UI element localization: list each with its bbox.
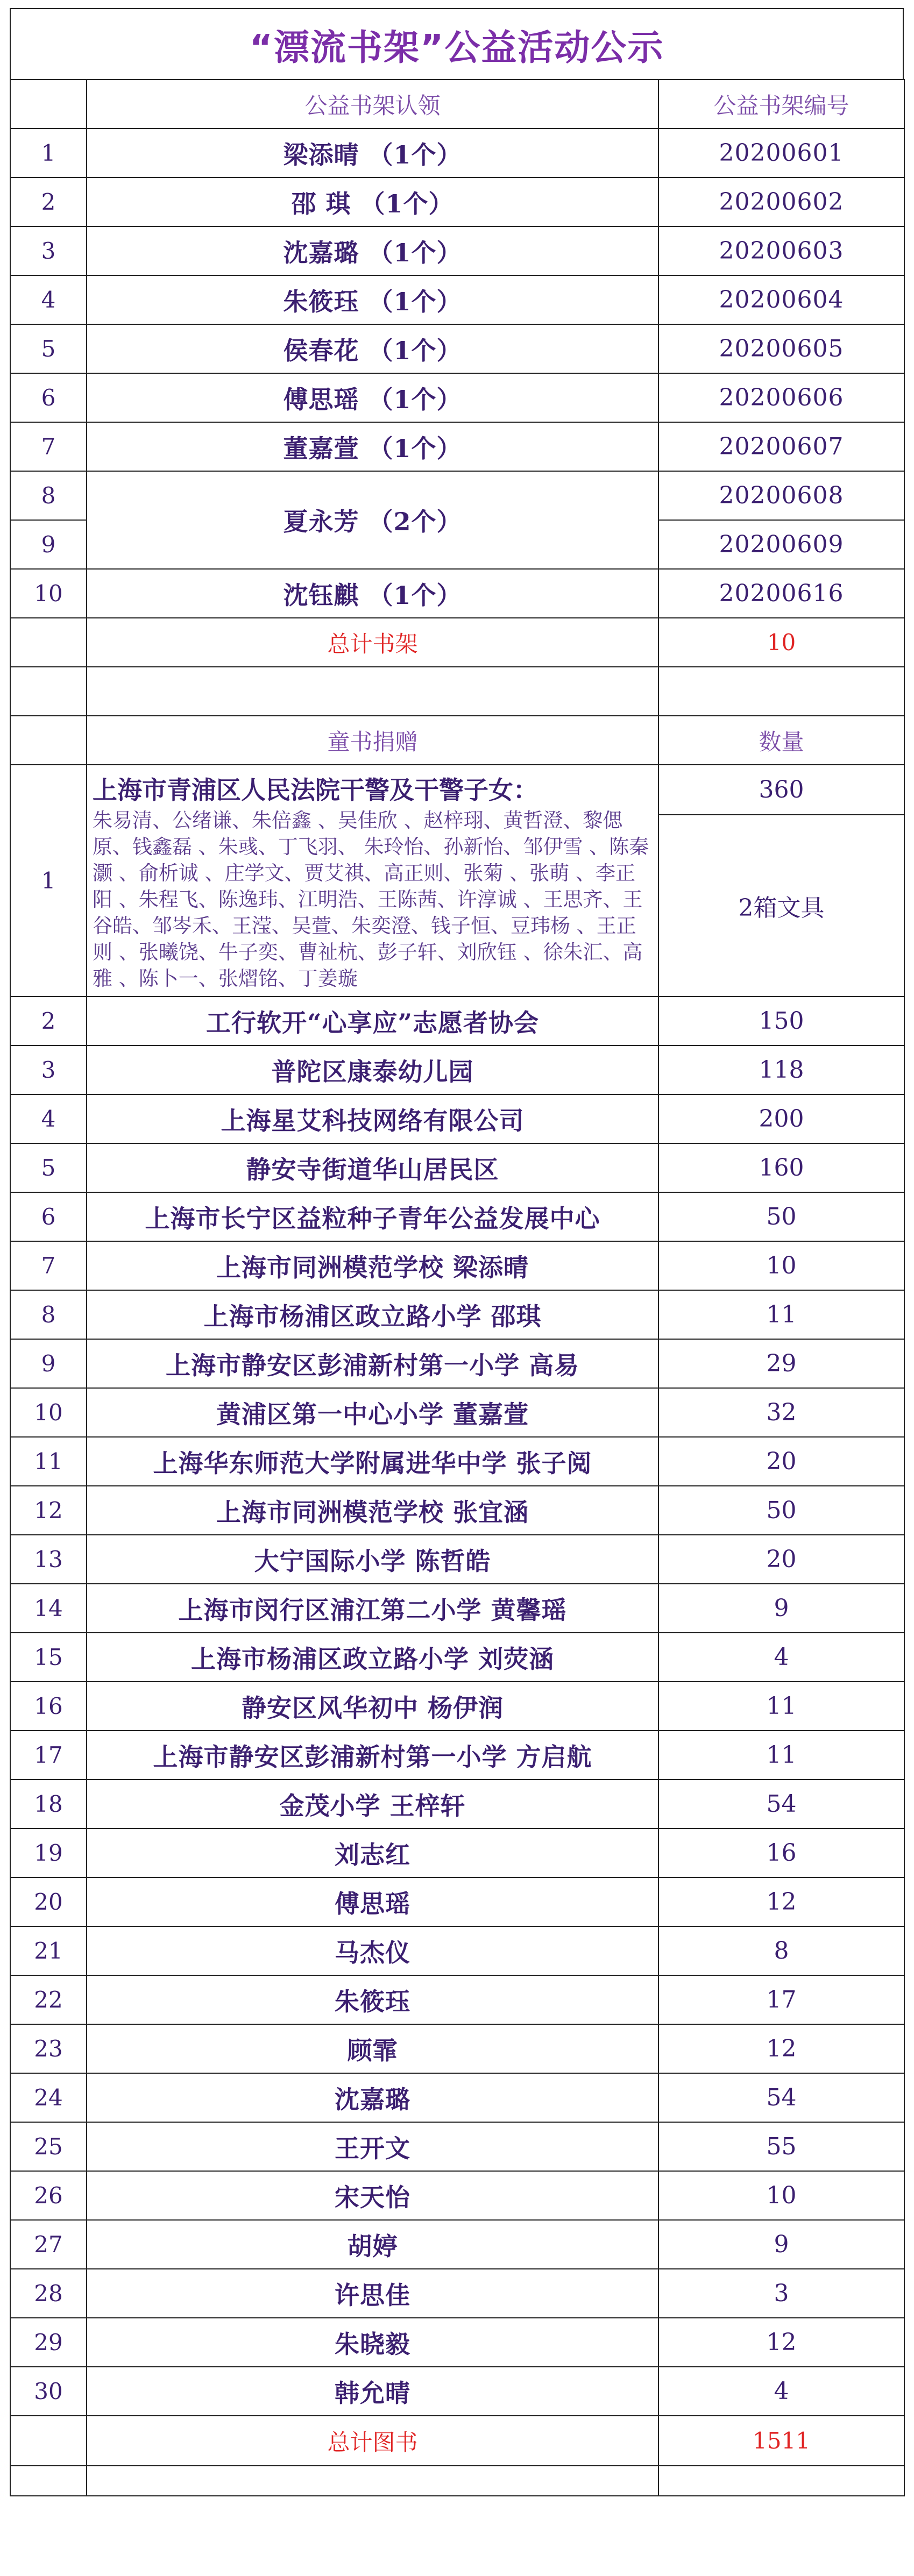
donor-name: 上海市杨浦区政立路小学 邵琪 (87, 1290, 658, 1339)
donor-name: 普陀区康泰幼儿园 (87, 1045, 658, 1094)
row-number: 7 (10, 1241, 87, 1290)
row-number: 6 (10, 1192, 87, 1241)
blank-cell (10, 80, 87, 129)
shelf-row (10, 569, 904, 618)
shelf-row (10, 422, 904, 471)
row-number: 15 (10, 1633, 87, 1682)
donation-row (10, 2367, 904, 2416)
shelf-code: 20200609 (658, 520, 904, 569)
shelf-claim-header: 公益书架认领 (87, 80, 658, 129)
donation-quantity: 11 (658, 1682, 904, 1731)
row-number: 7 (10, 422, 87, 471)
donation-quantity: 9 (658, 2220, 904, 2269)
donor-name: 上海市同洲模范学校 梁添晴 (87, 1241, 658, 1290)
shelf-code: 20200601 (658, 129, 904, 177)
donation-row (10, 1828, 904, 1877)
shelf-code: 20200603 (658, 226, 904, 275)
shelf-code: 20200608 (658, 471, 904, 520)
blank-cell (658, 2466, 904, 2496)
donation-row (10, 2073, 904, 2122)
donation-row (10, 1143, 904, 1192)
shelf-code: 20200605 (658, 324, 904, 373)
donation-stationery: 2箱文具 (658, 815, 904, 997)
shelf-code: 20200616 (658, 569, 904, 618)
shelf-row (10, 177, 904, 226)
shelf-claimer: 沈嘉璐 （1个） (87, 226, 658, 275)
row-number: 27 (10, 2220, 87, 2269)
donor-header: 童书捐赠 (87, 716, 658, 765)
donor-name: 刘志红 (87, 1828, 658, 1877)
row-number: 5 (10, 1143, 87, 1192)
shelf-total-label: 总计书架 (87, 618, 658, 667)
shelf-claimer: 梁添晴 （1个） (87, 129, 658, 177)
shelf-total-value: 10 (658, 618, 904, 667)
row-number: 19 (10, 1828, 87, 1877)
donation-quantity: 32 (658, 1388, 904, 1437)
donation-quantity: 12 (658, 1877, 904, 1926)
donor-name: 宋天怡 (87, 2171, 658, 2220)
donation-row (10, 2318, 904, 2367)
donor-name: 上海星艾科技网络有限公司 (87, 1094, 658, 1143)
donor-name: 朱筱珏 (87, 1975, 658, 2024)
donation-row (10, 1731, 904, 1780)
shelf-code: 20200607 (658, 422, 904, 471)
donation-quantity: 50 (658, 1192, 904, 1241)
donation-quantity: 12 (658, 2318, 904, 2367)
court-donation-row (10, 765, 904, 815)
row-number: 26 (10, 2171, 87, 2220)
shelf-table (10, 79, 905, 2496)
shelf-claimer: 朱筱珏 （1个） (87, 275, 658, 324)
shelf-claimer: 沈钰麒 （1个） (87, 569, 658, 618)
court-donor-cell (87, 765, 658, 997)
court-donor-title: 上海市青浦区人民法院干警及干警子女： (93, 775, 538, 805)
donation-row (10, 1290, 904, 1339)
donation-row (10, 1388, 904, 1437)
row-number: 18 (10, 1780, 87, 1828)
row-number: 29 (10, 2318, 87, 2367)
row-number: 4 (10, 275, 87, 324)
donor-name: 胡婷 (87, 2220, 658, 2269)
donation-quantity: 29 (658, 1339, 904, 1388)
donation-row (10, 2024, 904, 2073)
row-number: 2 (10, 997, 87, 1045)
row-number: 17 (10, 1731, 87, 1780)
row-number: 10 (10, 569, 87, 618)
shelf-code-header: 公益书架编号 (658, 80, 904, 129)
blank-cell (87, 667, 658, 716)
shelf-claimer: 侯春花 （1个） (87, 324, 658, 373)
donor-name: 大宁国际小学 陈哲皓 (87, 1535, 658, 1584)
row-number: 8 (10, 471, 87, 520)
donation-quantity: 16 (658, 1828, 904, 1877)
donation-quantity: 54 (658, 2073, 904, 2122)
donation-quantity: 4 (658, 1633, 904, 1682)
shelf-row (10, 275, 904, 324)
donation-quantity: 17 (658, 1975, 904, 2024)
row-number: 4 (10, 1094, 87, 1143)
shelf-row (10, 324, 904, 373)
donor-name: 静安区风华初中 杨伊润 (87, 1682, 658, 1731)
blank-cell (658, 667, 904, 716)
donor-name: 上海市杨浦区政立路小学 刘荧涵 (87, 1633, 658, 1682)
donation-quantity: 3 (658, 2269, 904, 2318)
donation-quantity: 50 (658, 1486, 904, 1535)
donor-name: 朱晓毅 (87, 2318, 658, 2367)
row-number: 13 (10, 1535, 87, 1584)
donation-quantity: 160 (658, 1143, 904, 1192)
donation-row (10, 1045, 904, 1094)
donation-row (10, 1094, 904, 1143)
row-number: 23 (10, 2024, 87, 2073)
row-number: 14 (10, 1584, 87, 1633)
donation-row (10, 2171, 904, 2220)
shelf-row (10, 129, 904, 177)
row-number: 2 (10, 177, 87, 226)
shelf-total-row (10, 618, 904, 667)
shelf-claimer: 傅思瑶 （1个） (87, 373, 658, 422)
blank-cell (10, 2416, 87, 2466)
row-number: 21 (10, 1926, 87, 1975)
publicity-sheet (10, 8, 904, 2496)
row-number: 5 (10, 324, 87, 373)
donation-quantity: 10 (658, 1241, 904, 1290)
donation-row (10, 1339, 904, 1388)
donor-name: 马杰仪 (87, 1926, 658, 1975)
donation-quantity: 200 (658, 1094, 904, 1143)
donor-name: 上海华东师范大学附属进华中学 张子阅 (87, 1437, 658, 1486)
shelf-claimer: 董嘉萱 （1个） (87, 422, 658, 471)
donation-quantity: 54 (658, 1780, 904, 1828)
donor-name: 上海市静安区彭浦新村第一小学 方启航 (87, 1731, 658, 1780)
court-donor-names: 朱易清、公绪谦、朱倍鑫 、吴佳欣 、赵梓珝、黄哲澄、黎偲原、钱鑫磊 、朱彧、丁飞羽、 朱玲怡、孙新怡、邹伊雪 、陈秦灏 、俞析诚 、庄学文、贾艾祺、高正则、张菊 、张萌 、李正阳 、朱程飞、陈逸玮、江明浩、王陈茜、许淳诚 、王思齐、王谷皓、邹岑禾、王滢、吴萱、朱奕澄、钱子恒、豆玮杨 、王正则 、张曦饶、牛子奕、曹祉杭、彭子轩、刘欣钰 、徐朱汇、高雅 、陈卜一、张熠铭、丁姜璇 (93, 809, 649, 990)
spacer-row (10, 667, 904, 716)
shelf-row (10, 373, 904, 422)
donor-name: 上海市同洲模范学校 张宜涵 (87, 1486, 658, 1535)
donation-quantity: 118 (658, 1045, 904, 1094)
donation-row (10, 1192, 904, 1241)
blank-cell (10, 667, 87, 716)
donation-quantity: 360 (658, 765, 904, 815)
quantity-header: 数量 (658, 716, 904, 765)
shelf-code: 20200604 (658, 275, 904, 324)
page-title: “漂流书架”公益活动公示 (10, 8, 904, 79)
row-number: 12 (10, 1486, 87, 1535)
donor-name: 韩允晴 (87, 2367, 658, 2416)
donation-row (10, 997, 904, 1045)
row-number: 3 (10, 226, 87, 275)
row-number: 9 (10, 1339, 87, 1388)
donor-name: 傅思瑶 (87, 1877, 658, 1926)
row-number: 16 (10, 1682, 87, 1731)
donation-quantity: 8 (658, 1926, 904, 1975)
row-number: 10 (10, 1388, 87, 1437)
row-number: 1 (10, 129, 87, 177)
blank-cell (10, 618, 87, 667)
donation-quantity: 11 (658, 1731, 904, 1780)
donation-quantity: 20 (658, 1535, 904, 1584)
donation-row (10, 2269, 904, 2318)
shelf-code: 20200602 (658, 177, 904, 226)
donation-row (10, 1926, 904, 1975)
donation-quantity: 10 (658, 2171, 904, 2220)
donor-name: 上海市静安区彭浦新村第一小学 高易 (87, 1339, 658, 1388)
row-number: 6 (10, 373, 87, 422)
shelf-code: 20200606 (658, 373, 904, 422)
row-number: 25 (10, 2122, 87, 2171)
donor-name: 上海市闵行区浦江第二小学 黄馨瑶 (87, 1584, 658, 1633)
row-number: 8 (10, 1290, 87, 1339)
donation-total-row (10, 2416, 904, 2466)
donation-quantity: 11 (658, 1290, 904, 1339)
row-number: 11 (10, 1437, 87, 1486)
donation-row (10, 1975, 904, 2024)
donation-row (10, 1780, 904, 1828)
donation-quantity: 55 (658, 2122, 904, 2171)
shelf-row (10, 226, 904, 275)
shelf-header-row (10, 80, 904, 129)
row-number: 24 (10, 2073, 87, 2122)
row-number: 9 (10, 520, 87, 569)
donor-name: 许思佳 (87, 2269, 658, 2318)
donor-name: 上海市长宁区益粒种子青年公益发展中心 (87, 1192, 658, 1241)
shelf-claimer: 夏永芳 （2个） (87, 471, 658, 569)
donor-name: 王开文 (87, 2122, 658, 2171)
row-number: 22 (10, 1975, 87, 2024)
donor-name: 沈嘉璐 (87, 2073, 658, 2122)
row-number: 3 (10, 1045, 87, 1094)
donation-row (10, 1584, 904, 1633)
donation-quantity: 150 (658, 997, 904, 1045)
donation-row (10, 1486, 904, 1535)
donation-row (10, 2122, 904, 2171)
donation-quantity: 20 (658, 1437, 904, 1486)
trailing-row (10, 2466, 904, 2496)
donor-name: 顾霏 (87, 2024, 658, 2073)
donation-row (10, 1877, 904, 1926)
shelf-claimer: 邵 琪 （1个） (87, 177, 658, 226)
donation-total-label: 总计图书 (87, 2416, 658, 2466)
donation-row (10, 1241, 904, 1290)
donation-row (10, 1633, 904, 1682)
shelf-row (10, 471, 904, 520)
donation-quantity: 12 (658, 2024, 904, 2073)
row-number: 28 (10, 2269, 87, 2318)
donor-name: 金茂小学 王梓轩 (87, 1780, 658, 1828)
row-number: 30 (10, 2367, 87, 2416)
blank-cell (10, 2466, 87, 2496)
row-number: 20 (10, 1877, 87, 1926)
donation-row (10, 1437, 904, 1486)
blank-cell (10, 716, 87, 765)
donation-total-value: 1511 (658, 2416, 904, 2466)
donor-name: 黄浦区第一中心小学 董嘉萱 (87, 1388, 658, 1437)
donation-row (10, 1535, 904, 1584)
donation-row (10, 2220, 904, 2269)
donor-name: 工行软开“心享应”志愿者协会 (87, 997, 658, 1045)
donation-quantity: 9 (658, 1584, 904, 1633)
donation-quantity: 4 (658, 2367, 904, 2416)
donation-row (10, 1682, 904, 1731)
donor-name: 静安寺街道华山居民区 (87, 1143, 658, 1192)
blank-cell (87, 2466, 658, 2496)
row-number: 1 (10, 765, 87, 997)
donation-header-row (10, 716, 904, 765)
